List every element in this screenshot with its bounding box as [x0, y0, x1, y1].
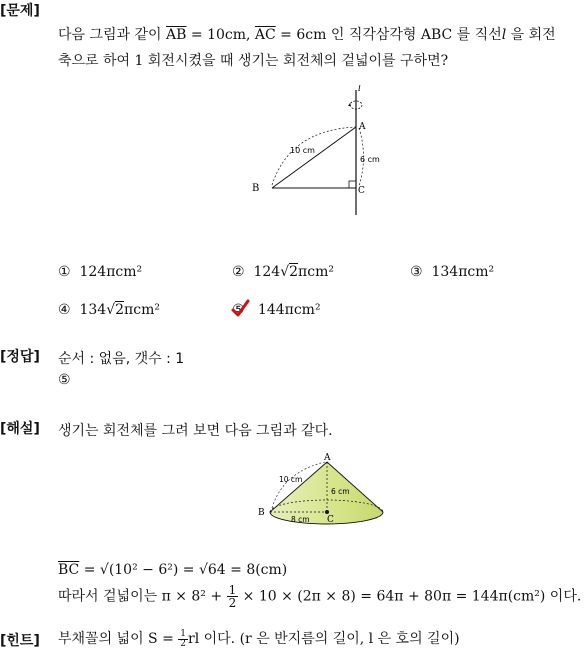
- explanation-label: [해설]: [0, 421, 40, 437]
- problem-text: 다음 그림과 같이: [58, 27, 167, 43]
- problem-line-2: 축으로 하여 1 회전시켰을 때 생기는 회전체의 겉넓이를 구하면?: [58, 53, 449, 69]
- center-c-label: C: [327, 515, 334, 525]
- length-ac-label: 6 cm: [360, 155, 380, 164]
- fraction-half: $\frac{1}{2}$: [228, 583, 237, 610]
- choice-number: ②: [232, 264, 245, 280]
- problem-text: 을 회전: [506, 27, 556, 43]
- center-point: [325, 510, 329, 514]
- choice-text: 144πcm²: [257, 302, 321, 318]
- choice-root: 2: [289, 264, 299, 280]
- answer-info: 순서 : 없음, 갯수 : 1: [58, 351, 185, 367]
- problem-line-1: [58, 24, 556, 44]
- radius-label: 8 cm: [291, 515, 310, 524]
- length-ab-label: 10 cm: [290, 146, 315, 155]
- line-l: l: [501, 27, 507, 43]
- choice-root: 2: [115, 302, 125, 318]
- hint-label: [힌트]: [0, 633, 40, 649]
- rotation-arrow-head: [348, 103, 351, 106]
- area-equation: [58, 584, 581, 609]
- axis-l-label: l: [358, 85, 361, 94]
- point-a-label: A: [359, 122, 366, 132]
- problem-label: [문제]: [0, 3, 40, 19]
- fraction-half: $\frac{1}{2}$: [180, 628, 187, 649]
- height-label: 6 cm: [331, 487, 350, 496]
- hint-line: [58, 628, 460, 649]
- choice-4[interactable]: ④ 134√2πcm²: [58, 302, 160, 318]
- point-c-label: C: [358, 186, 365, 196]
- choice-3[interactable]: [410, 264, 494, 280]
- explanation-line: 생기는 회전체를 그려 보면 다음 그림과 같다.: [58, 423, 333, 439]
- hint-text: 부채꼴의 넓이 S =: [58, 631, 179, 647]
- choice-number: ①: [58, 264, 71, 280]
- slant-label: 10 cm: [279, 475, 303, 484]
- choice-number: ⑤: [232, 302, 249, 318]
- choice-number: ③: [410, 264, 423, 280]
- choice-text: 134: [79, 302, 107, 318]
- hint-text: rl 이다. (r 은 반지름의 길이, l 은 호의 길이): [188, 631, 460, 647]
- choice-2[interactable]: ② 124√2πcm²: [232, 264, 334, 280]
- equation-text: × 10 × (2π × 8) = 64π + 80π = 144π(cm²) 이다.: [238, 588, 582, 605]
- equation-text: 따라서 겉넓이는 π × 8² +: [58, 588, 227, 605]
- bc-equation: [58, 562, 287, 578]
- answer-label: [정답]: [0, 349, 40, 365]
- triangle-figure: [250, 85, 390, 220]
- answer-value: ⑤: [58, 372, 71, 388]
- choice-1[interactable]: [58, 264, 142, 280]
- segment-ac: $\overline{AC}$: [254, 27, 276, 43]
- cone-figure: [255, 452, 390, 534]
- segment-ab: $\overline{AB}$: [166, 27, 187, 43]
- right-angle-mark: [349, 181, 356, 188]
- point-b-label: B: [252, 183, 260, 194]
- point-b-label: B: [258, 508, 265, 518]
- choice-text: 134πcm²: [431, 264, 495, 280]
- choice-text: 124: [253, 264, 281, 280]
- apex-a-label: A: [324, 453, 331, 463]
- problem-text: = 10cm,: [186, 27, 255, 43]
- segment-bc: $\overline{BC}$: [58, 562, 80, 578]
- choice-text: πcm²: [124, 302, 160, 318]
- choice-5[interactable]: [232, 302, 321, 318]
- edge-ab: [272, 127, 356, 188]
- checkmark-icon: [230, 299, 250, 319]
- choice-text: 124πcm²: [79, 264, 143, 280]
- equation-text: = √(10² − 6²) = √64 = 8(cm): [79, 562, 288, 578]
- choice-text: πcm²: [298, 264, 334, 280]
- choice-number: ④: [58, 302, 71, 318]
- problem-text: = 6cm 인 직각삼각형 ABC 를 직선: [275, 27, 502, 43]
